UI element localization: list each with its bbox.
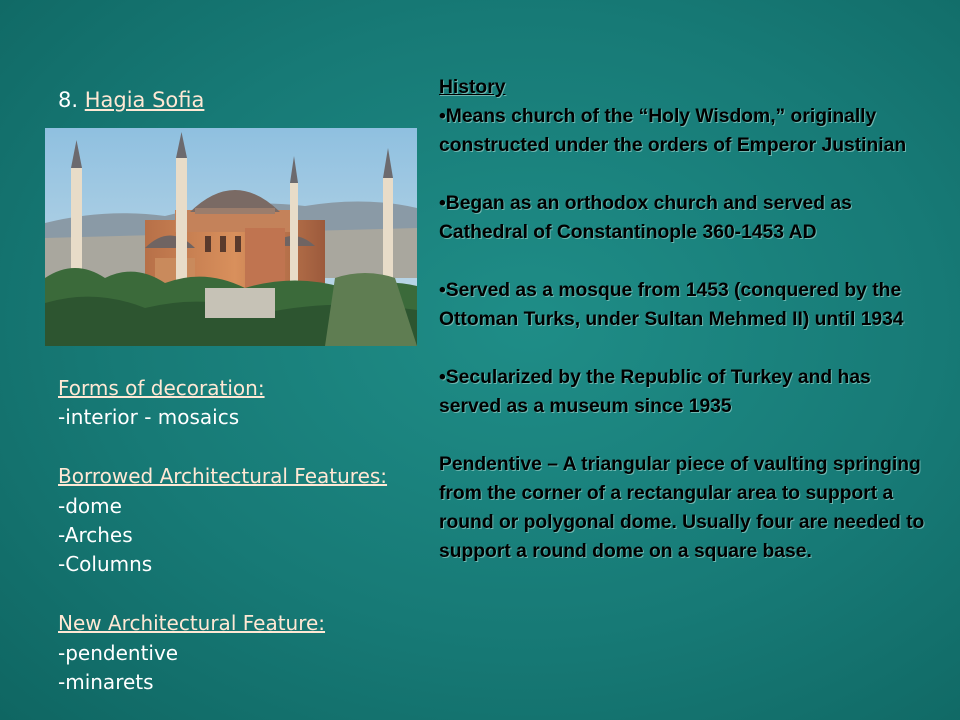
spacer bbox=[439, 247, 931, 276]
borrowed-item: -Arches bbox=[58, 523, 133, 548]
definition-text: – A triangular piece of vaulting springing from the corner of a rectangular area to support a round or polygonal dome. Usually four are needed to support a round dome on a square base. bbox=[439, 454, 925, 562]
slide-number: 8. bbox=[58, 88, 79, 112]
history-bullet: • Served as a mosque from 1453 (conquered by the Ottoman Turks, under Sultan Mehmed II) until 1934 bbox=[439, 276, 931, 334]
spacer bbox=[58, 433, 438, 462]
borrowed-features-heading[interactable]: Borrowed Architectural Features: bbox=[58, 464, 388, 489]
hagia-sofia-link[interactable]: Hagia Sofia bbox=[84, 88, 205, 112]
decoration-heading[interactable]: Forms of decoration: bbox=[58, 376, 265, 400]
definition-term: Pendentive bbox=[439, 454, 542, 475]
spacer bbox=[439, 160, 931, 189]
slide-title bbox=[58, 88, 204, 112]
borrowed-item: -dome bbox=[58, 493, 122, 518]
history-heading: History bbox=[439, 77, 506, 98]
spacer bbox=[439, 421, 931, 450]
new-feature-heading[interactable]: New Architectural Feature: bbox=[58, 611, 326, 636]
hagia-sophia-photo bbox=[45, 128, 417, 346]
decoration-item: -interior - mosaics bbox=[58, 405, 240, 430]
borrowed-item: -Columns bbox=[58, 552, 153, 577]
history-panel bbox=[439, 73, 931, 566]
history-bullet: • Means church of the “Holy Wisdom,” originally constructed under the orders of Emperor Justinian bbox=[439, 102, 931, 160]
history-bullet: • Began as an orthodox church and served as Cathedral of Constantinople 360-1453 AD bbox=[439, 189, 931, 247]
new-feature-item: -pendentive bbox=[58, 640, 179, 665]
pendentive-definition bbox=[439, 450, 931, 566]
left-notes bbox=[58, 374, 438, 697]
spacer bbox=[58, 580, 438, 609]
history-bullet: • Secularized by the Republic of Turkey and has served as a museum since 1935 bbox=[439, 363, 931, 421]
spacer bbox=[439, 334, 931, 363]
new-feature-item: -minarets bbox=[58, 670, 154, 695]
